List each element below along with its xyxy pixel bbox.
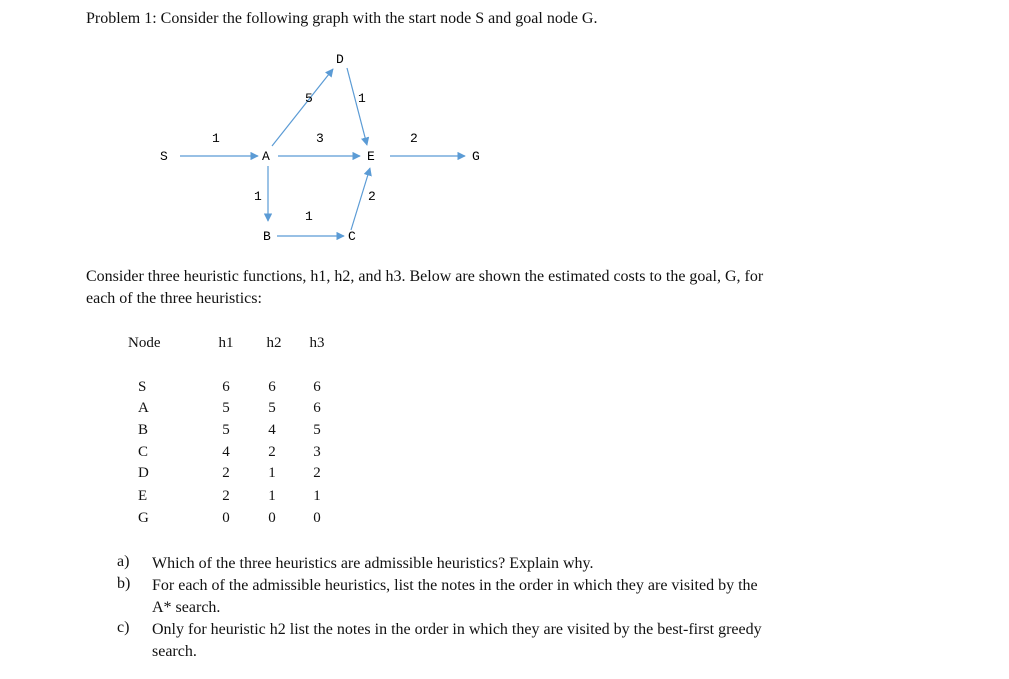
problem-title: Problem 1: Consider the following graph with the start node S and goal node G. (86, 10, 598, 27)
weight-a-d: 5 (305, 91, 313, 106)
table-cell-h1: 5 (222, 400, 230, 416)
question-text-line: For each of the admissible heuristics, list the notes in the order in which they are visited by the (152, 577, 758, 594)
table-cell-h3: 0 (313, 510, 321, 526)
table-header-h2: h2 (266, 335, 282, 351)
node-c: C (348, 229, 356, 244)
table-cell-h2: 2 (268, 444, 276, 460)
table-cell-h3: 5 (313, 422, 321, 438)
intro-line-1: Consider three heuristic functions, h1, h2, and h3. Below are shown the estimated costs to the goal, G, for (86, 268, 764, 285)
intro-line-2: each of the three heuristics: (86, 290, 262, 307)
table-cell-h2: 1 (268, 488, 276, 504)
table-cell-h2: 0 (268, 510, 276, 526)
question-text-line: search. (152, 643, 197, 660)
weight-b-c: 1 (305, 209, 313, 224)
node-s: S (160, 149, 168, 164)
weight-a-e: 3 (316, 131, 324, 146)
table-header-node: Node (128, 335, 161, 351)
weight-c-e: 2 (368, 189, 376, 204)
weight-a-b: 1 (254, 189, 262, 204)
question-label: b) (117, 575, 131, 592)
table-row-node: D (138, 465, 149, 481)
node-d: D (336, 52, 344, 67)
table-cell-h2: 5 (268, 400, 276, 416)
table-cell-h2: 4 (268, 422, 276, 438)
edge-a-d (272, 69, 333, 146)
table-cell-h1: 4 (222, 444, 230, 460)
node-a: A (262, 149, 270, 164)
question-label: a) (117, 553, 130, 570)
table-cell-h3: 2 (313, 465, 321, 481)
question-text-line: A* search. (152, 599, 221, 616)
node-b: B (263, 229, 271, 244)
node-e: E (367, 149, 375, 164)
table-cell-h1: 2 (222, 465, 230, 481)
table-row-node: E (138, 488, 148, 504)
table-cell-h3: 1 (313, 488, 321, 504)
question-text-line: Which of the three heuristics are admissible heuristics? Explain why. (152, 555, 594, 572)
weight-d-e: 1 (358, 91, 366, 106)
table-cell-h3: 6 (313, 400, 321, 416)
edge-d-e (347, 68, 367, 145)
table-row-node: A (138, 400, 149, 416)
question-label: c) (117, 619, 130, 636)
table-row-node: B (138, 422, 149, 438)
table-cell-h3: 6 (313, 379, 321, 395)
weight-s-a: 1 (212, 131, 220, 146)
table-cell-h3: 3 (313, 444, 321, 460)
table-header-h3: h3 (309, 335, 325, 351)
table-header-h1: h1 (218, 335, 234, 351)
table-cell-h1: 2 (222, 488, 230, 504)
question-text-line: Only for heuristic h2 list the notes in the order in which they are visited by the best-first greedy (152, 621, 762, 638)
node-g: G (472, 149, 480, 164)
table-cell-h2: 1 (268, 465, 276, 481)
graph-diagram (0, 0, 1009, 260)
table-row-node: C (138, 444, 149, 460)
table-cell-h2: 6 (268, 379, 276, 395)
table-cell-h1: 5 (222, 422, 230, 438)
table-row-node: G (138, 510, 149, 526)
table-cell-h1: 6 (222, 379, 230, 395)
table-cell-h1: 0 (222, 510, 230, 526)
table-row-node: S (138, 379, 147, 395)
weight-e-g: 2 (410, 131, 418, 146)
